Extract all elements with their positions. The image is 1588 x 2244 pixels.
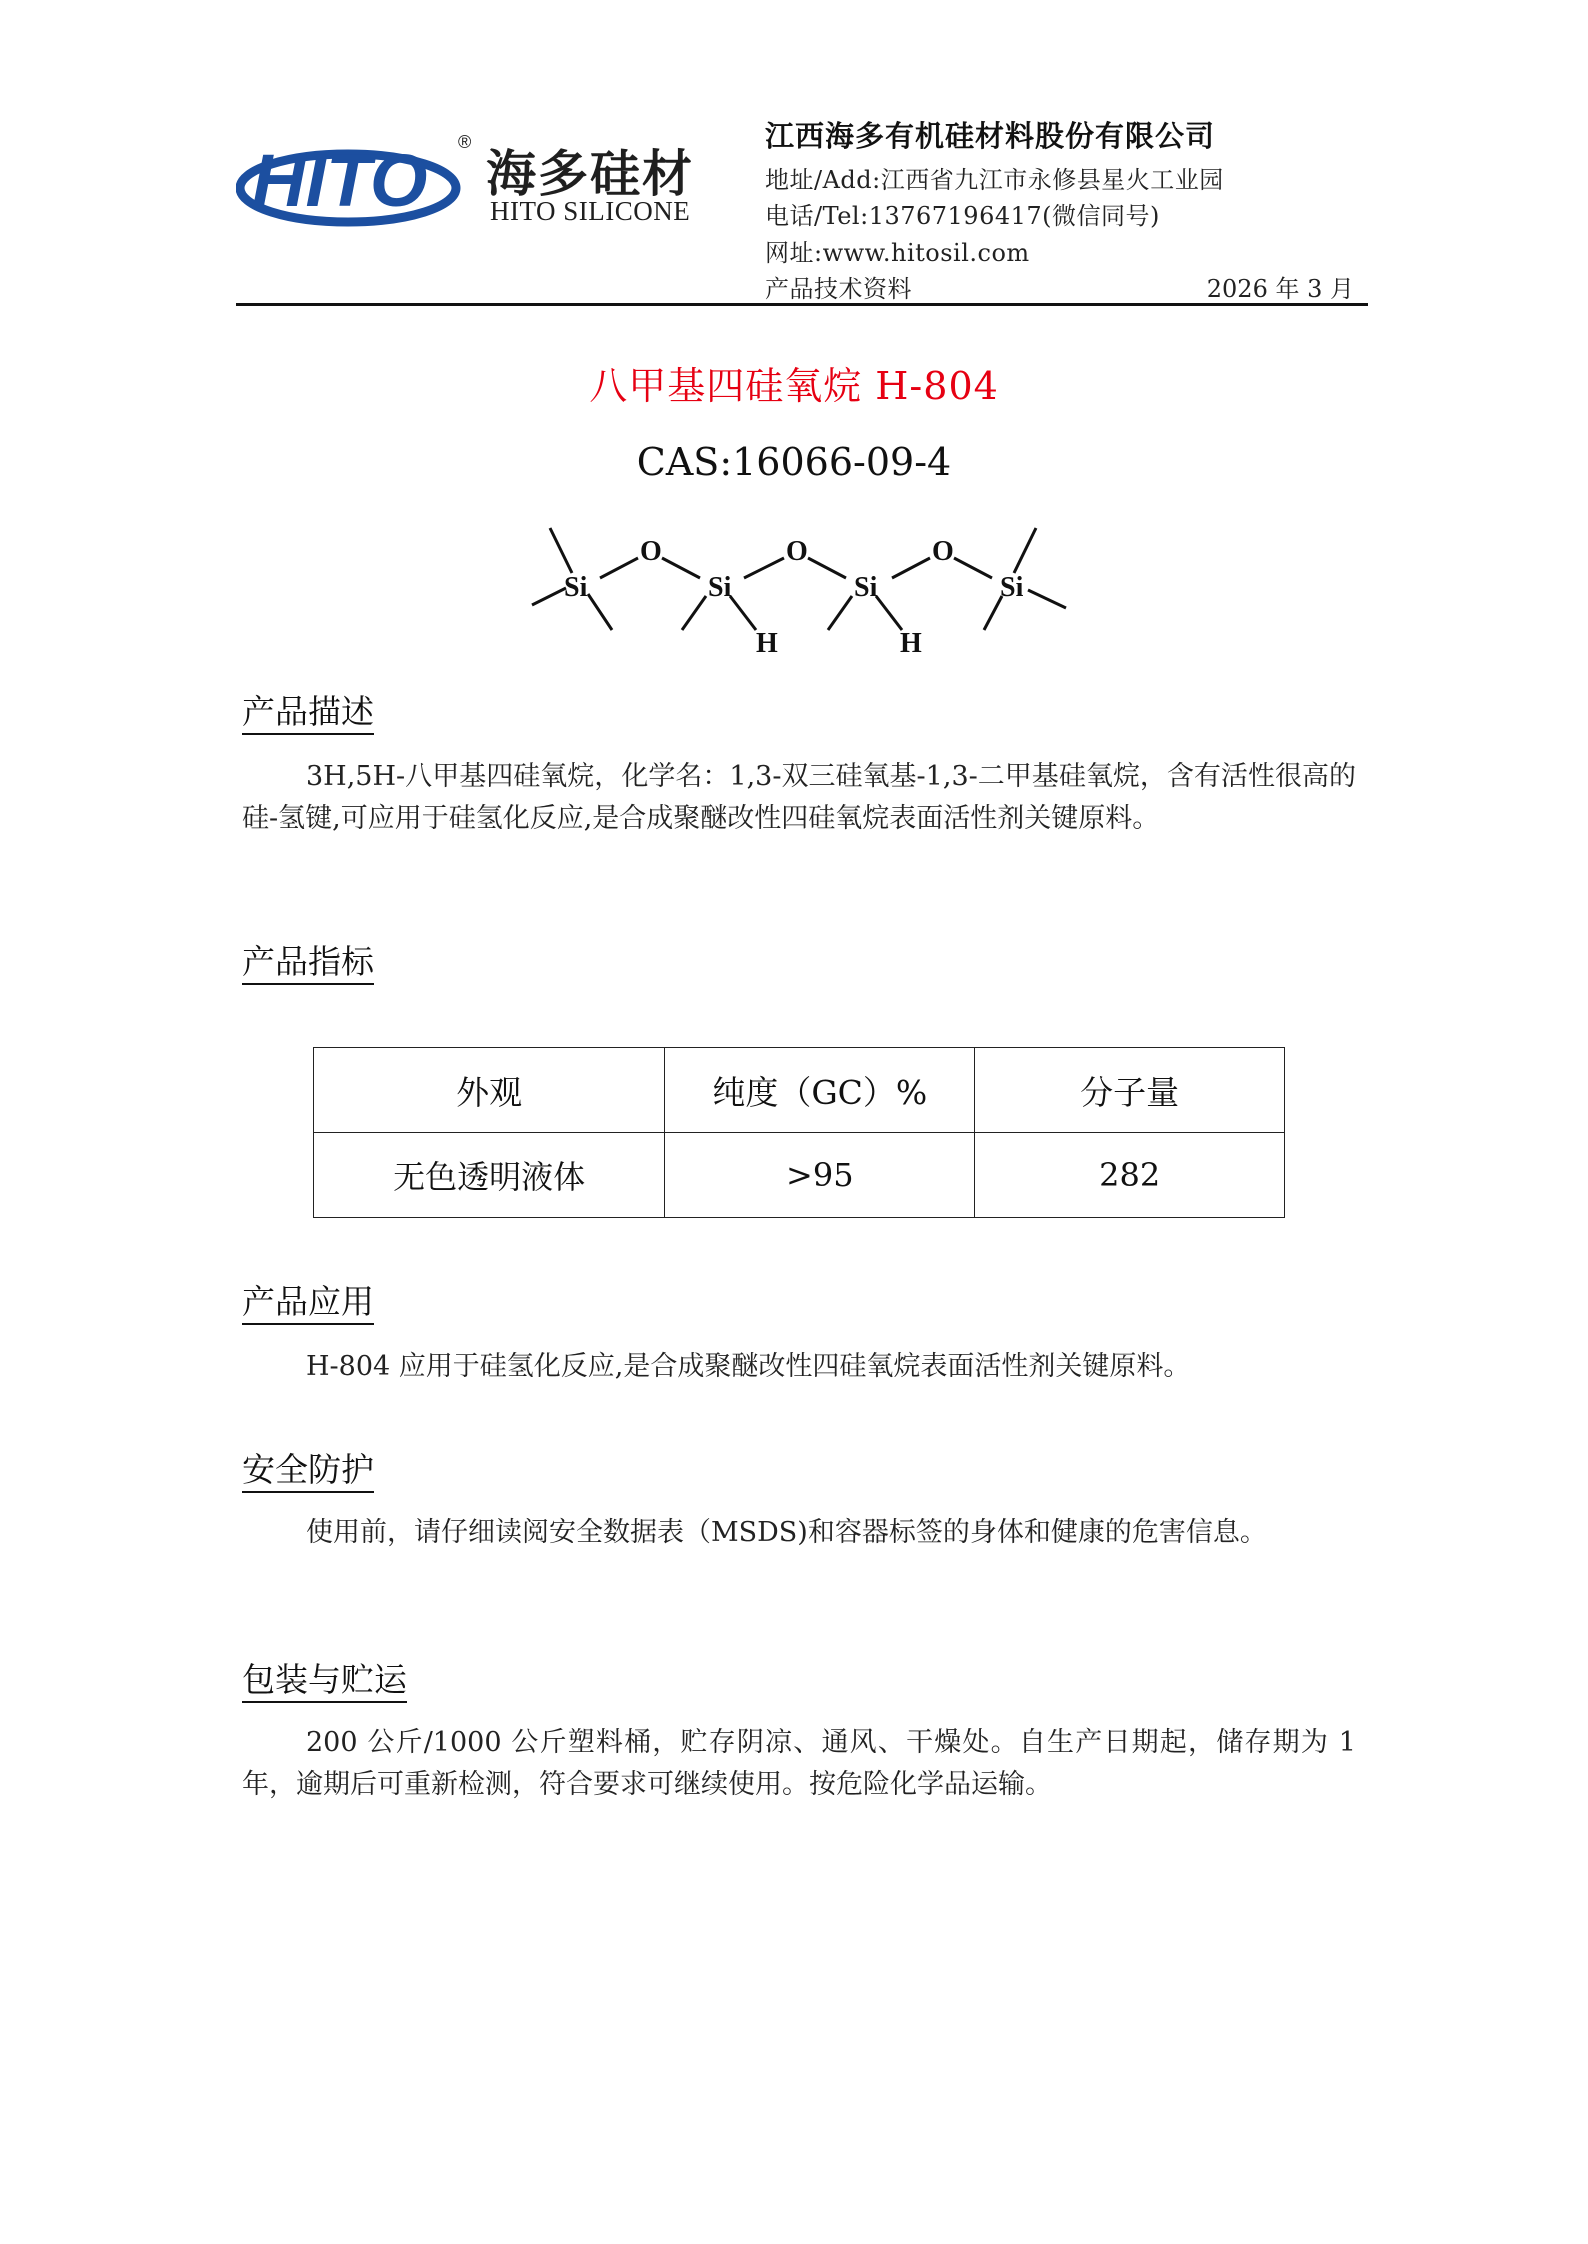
- document-type: 产品技术资料: [765, 275, 912, 303]
- cas-number: CAS:16066-09-4: [636, 440, 952, 484]
- safety-text: 使用前，请仔细读阅安全数据表（MSDS)和容器标签的身体和健康的危害信息。: [306, 1517, 1267, 1548]
- column-header-purity: 纯度（GC）%: [665, 1048, 975, 1133]
- header-divider: [236, 303, 1368, 306]
- logo-brand-text: HITO: [252, 139, 428, 222]
- section-heading-description: 产品描述: [242, 692, 374, 735]
- table-header-row: [314, 1048, 1285, 1133]
- product-title: 八甲基四硅氧烷 H-804: [589, 364, 999, 408]
- logo-english-name: HITO SILICONE: [490, 196, 691, 226]
- packaging-text: 200 公斤/1000 公斤塑料桶，贮存阴凉、通风、干燥处。自生产日期起，储存期为 1 年，逾期后可重新检测，符合要求可继续使用。按危险化学品运输。: [242, 1727, 1356, 1800]
- section-heading-application: 产品应用: [242, 1282, 374, 1325]
- column-header-molecular-weight: 分子量: [975, 1048, 1285, 1133]
- section-heading-safety: 安全防护: [242, 1450, 374, 1493]
- cell-appearance: 无色透明液体: [314, 1133, 665, 1218]
- chemical-structure-diagram: [520, 510, 1080, 660]
- company-phone: 电话/Tel:13767196417(微信同号): [765, 202, 1160, 230]
- description-text: 3H,5H-八甲基四硅氧烷，化学名：1,3-双三硅氧基-1,3-二甲基硅氧烷，含有活性很高的硅-氢键,可应用于硅氢化反应,是合成聚醚改性四硅氧烷表面活性剂关键原料。: [242, 761, 1356, 834]
- atom-si-2: Si: [708, 572, 732, 603]
- atom-o-2: O: [786, 536, 808, 567]
- section-heading-packaging: 包装与贮运: [242, 1660, 407, 1703]
- atom-h-2: H: [900, 628, 922, 659]
- atom-o-3: O: [932, 536, 954, 567]
- atom-si-4: Si: [1000, 572, 1024, 603]
- column-header-appearance: 外观: [314, 1048, 665, 1133]
- atom-o-1: O: [640, 536, 662, 567]
- atom-si-1: Si: [564, 572, 588, 603]
- company-address: 地址/Add:江西省九江市永修县星火工业园: [765, 166, 1224, 194]
- logo-chinese-name: 海多硅材: [486, 144, 694, 203]
- atom-si-3: Si: [854, 572, 878, 603]
- atom-h-1: H: [756, 628, 778, 659]
- specs-table: [313, 1047, 1285, 1218]
- table-row: [314, 1133, 1285, 1218]
- registered-mark: ®: [458, 132, 472, 152]
- company-website: 网址:www.hitosil.com: [765, 239, 1030, 267]
- company-logo: [236, 126, 696, 234]
- document-date: 2026 年 3 月: [1206, 275, 1354, 303]
- cell-molecular-weight: 282: [975, 1133, 1285, 1218]
- application-text: H-804 应用于硅氢化反应,是合成聚醚改性四硅氧烷表面活性剂关键原料。: [306, 1351, 1191, 1382]
- section-heading-specs: 产品指标: [242, 942, 374, 985]
- hito-logo-icon: [236, 126, 466, 234]
- company-name: 江西海多有机硅材料股份有限公司: [765, 119, 1216, 153]
- cell-purity: >95: [665, 1133, 975, 1218]
